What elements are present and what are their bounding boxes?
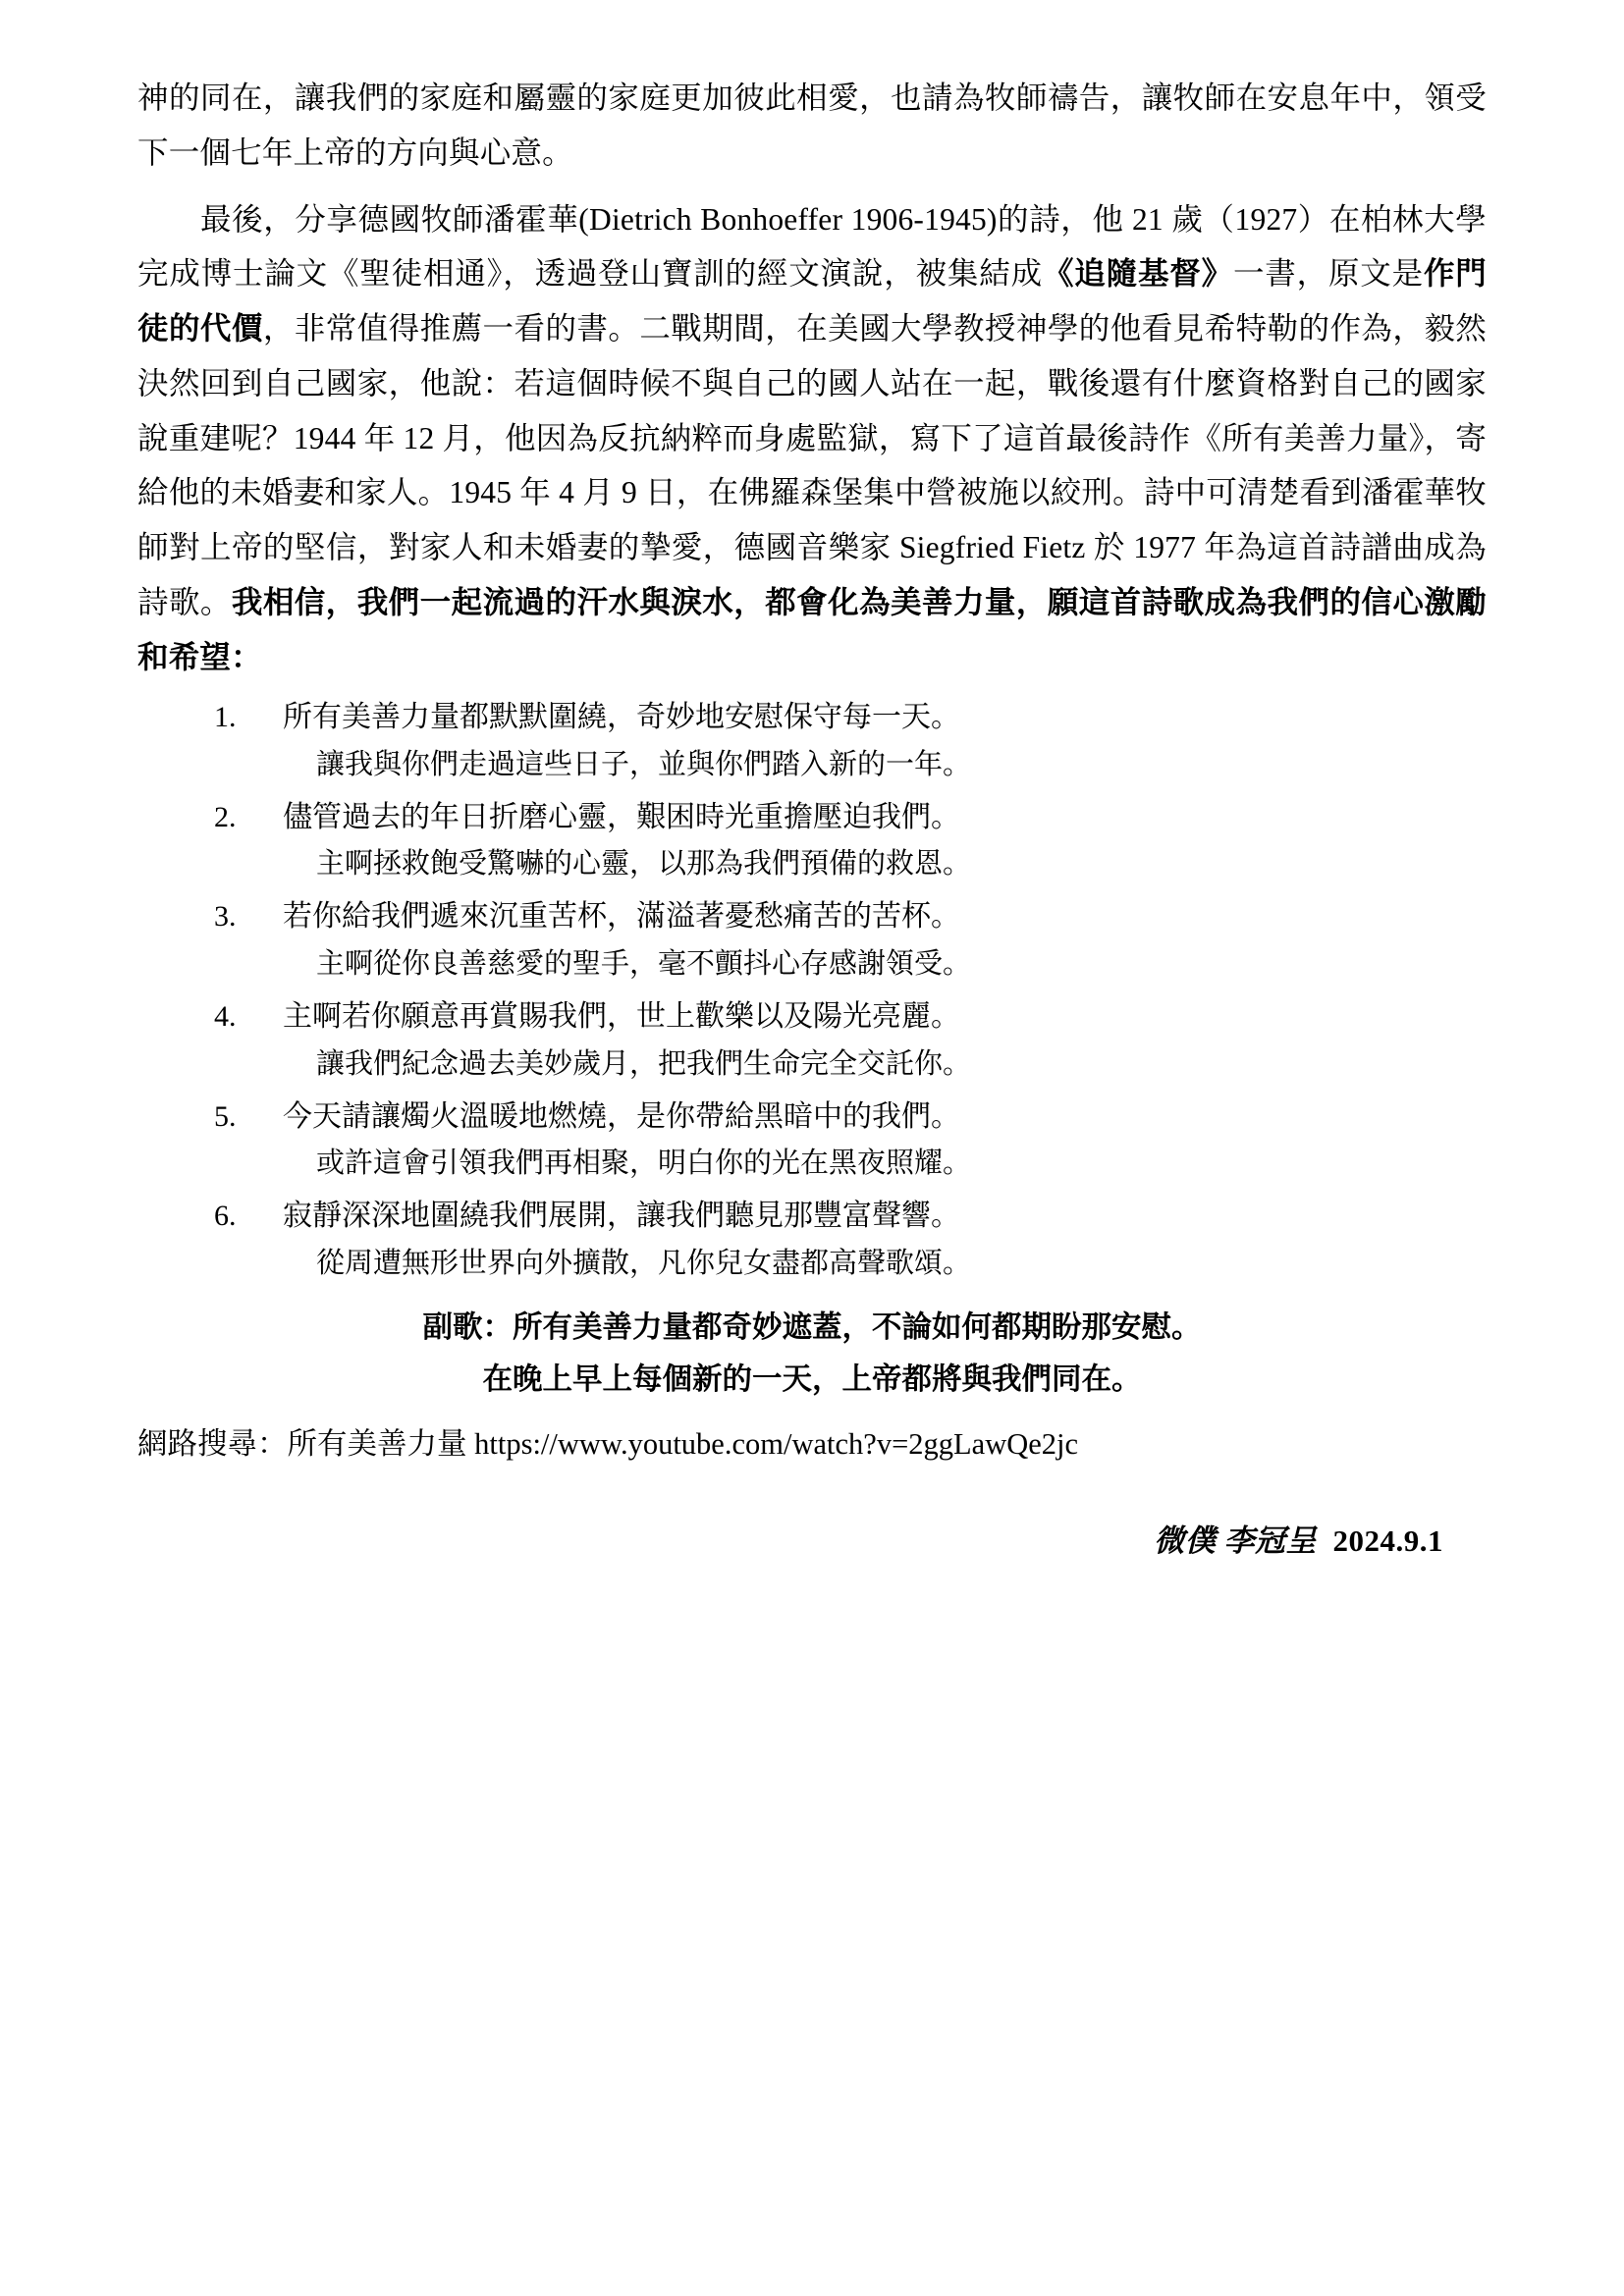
- paragraph-bonhoeffer-part3: ，非常值得推薦一看的書。二戰期間，在美國大學教授神學的他看見希特勒的作為，毅然決然回到自己國家，他說：若這個時候不與自己的國人站在一起，戰後還有什麼資格對自己的國家說重建呢？1944 年 12 月，他因為反抗納粹而身處監獄，寫下了這首最後詩作《所有美善力量》，寄給他的未婚妻和家人。1945 年 4 月 9 日，在佛羅森堡集中營被施以絞刑。詩中可清楚看到潘霍華牧師對上帝的堅信，對家人和未婚妻的摯愛，德國音樂家 Siegfried Fietz 於 1977 年為這首詩譜曲成為詩歌。: [137, 311, 1487, 619]
- verse-line-second: 主啊拯救飽受驚嚇的心靈，以那為我們預備的救恩。: [316, 848, 972, 881]
- verse-number: 3.: [214, 900, 237, 934]
- paragraph-continuation: 神的同在，讓我們的家庭和屬靈的家庭更加彼此相愛，也請為牧師禱告，讓牧師在安息年中，領受下一個七年上帝的方向與心意。: [137, 80, 1487, 170]
- verse-line-second: 讓我與你們走過這些日子，並與你們踏入新的一年。: [316, 748, 972, 780]
- list-item: [137, 694, 1487, 788]
- verse-text: 若你給我們遞來沉重苦杯，滿溢著憂愁痛苦的苦杯。: [283, 900, 960, 934]
- verse-line-second: 或許這會引領我們再相聚，明白你的光在黑夜照耀。: [316, 1148, 972, 1180]
- verse-number: 1.: [214, 701, 237, 734]
- verse-text: 寂靜深深地圍繞我們展開，讓我們聽見那豐富聲響。: [283, 1200, 960, 1233]
- list-item: [137, 1094, 1487, 1188]
- closing-statement-bold: 我相信，我們一起流過的汗水與淚水，都會化為美善力量，願這首詩歌成為我們的信心激勵和希望：: [137, 584, 1487, 674]
- list-item: [137, 893, 1487, 988]
- book-title-bold: 《追隨基督》: [1042, 256, 1233, 292]
- paragraph-bonhoeffer: [137, 192, 1487, 685]
- poem-verse-list: [137, 694, 1487, 1286]
- verse-line-first: [137, 794, 1487, 842]
- verse-text: 所有美善力量都默默圍繞，奇妙地安慰保守每一天。: [283, 701, 960, 734]
- verse-line-first: [137, 694, 1487, 742]
- list-item: [137, 1193, 1487, 1287]
- verse-number: 2.: [214, 800, 237, 833]
- verse-line-first: [137, 993, 1487, 1041]
- chorus-line-2: 在晚上早上每個新的一天，上帝都將與我們同在。: [482, 1362, 1142, 1397]
- verse-line-second: 主啊從你良善慈愛的聖手，毫不顫抖心存感謝領受。: [316, 947, 972, 980]
- verse-number: 5.: [214, 1099, 237, 1133]
- verse-text: 主啊若你願意再賞賜我們，世上歡樂以及陽光亮麗。: [283, 999, 960, 1033]
- verse-line-first: [137, 893, 1487, 941]
- verse-text: 今天請讓燭火溫暖地燃燒，是你帶給黑暗中的我們。: [283, 1099, 960, 1133]
- verse-line-second: 讓我們紀念過去美妙歲月，把我們生命完全交託你。: [316, 1047, 972, 1080]
- verse-text: 儘管過去的年日折磨心靈，艱困時光重擔壓迫我們。: [283, 800, 960, 833]
- paragraph-bonhoeffer-part2: 一書，原文是: [1232, 256, 1424, 292]
- signature: [137, 1516, 1487, 1560]
- paragraph-bonhoeffer-part1: 最後，分享德國牧師潘霍華(Dietrich Bonhoeffer 1906-1945)的詩，他 21 歲（1927）在柏林大學完成博士論文《聖徒相通》，透過登山寶訓的經文演說，被集結成: [137, 201, 1487, 292]
- signature-date: 2024.9.1: [1332, 1523, 1443, 1559]
- signature-name: 微僕 李冠呈: [1154, 1523, 1317, 1559]
- verse-number: 6.: [214, 1200, 237, 1233]
- verse-number: 4.: [214, 999, 237, 1033]
- verse-line-second: 從周遭無形世界向外擴散，凡你兒女盡都高聲歌頌。: [316, 1247, 972, 1279]
- chorus-line-1: 副歌：所有美善力量都奇妙遮蓋，不論如何都期盼那安慰。: [422, 1309, 1202, 1344]
- verse-line-first: [137, 1094, 1487, 1142]
- list-item: [137, 794, 1487, 888]
- verse-line-first: [137, 1193, 1487, 1241]
- web-search-line: 網路搜尋：所有美善力量 https://www.youtube.com/watch?v=2ggLawQe2jc: [137, 1427, 1079, 1462]
- list-item: [137, 993, 1487, 1088]
- original-title-bold: 作門徒的代價: [137, 256, 1488, 346]
